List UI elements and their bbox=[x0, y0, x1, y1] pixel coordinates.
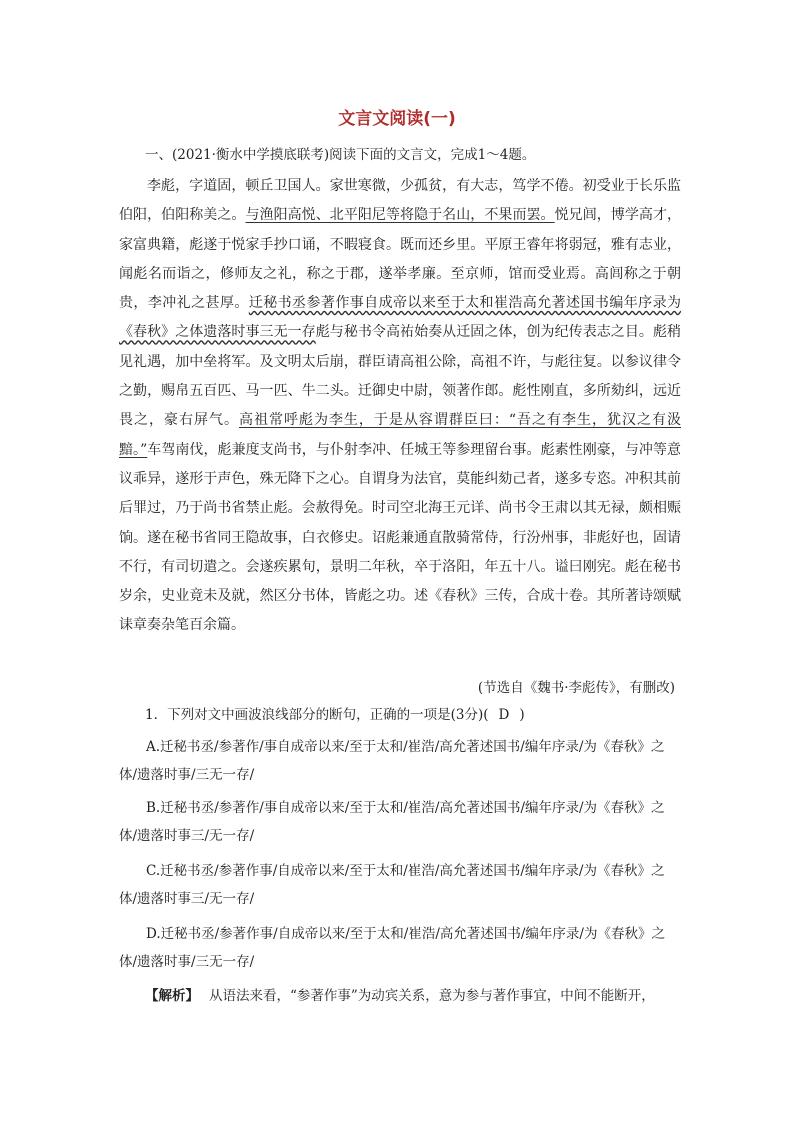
classical-passage bbox=[119, 172, 681, 641]
passage-text-3: 彪与秘书令高祐始奏从迁固之体，创为纪传表志之目。彪稍见礼遇，加中垒将军。及文明太后崩，群臣请高祖公除，高祖不许，与彪往复。以参议律令之勤，赐帛五百匹、马一匹、牛二头。迁御史中尉，领著作郎。彪性刚直，多所劾纠，远近畏之，豪右屏气。 bbox=[119, 324, 681, 429]
passage-text-4: 车驾南伐，彪兼度支尚书，与仆射李冲、任城王等参理留台事。彪素性刚豪，与冲等意议乖异，遂形于声色，殊无降下之心。自谓身为法官，莫能纠劾己者，遂多专恣。冲积其前后罪过，乃于尚书省禁止彪。会赦得免。时司空北海王元详、尚书令王肃以其无禄，颇相赈饷。遂在秘书省同王隐故事，白衣修史。诏彪兼通直散骑常侍，行汾州事，非彪好也，固请不行，有司切遣之。会遂疾累旬，景明二年秋，卒于洛阳，年五十八。谥曰刚宪。彪在秘书岁余，史业竟未及就，然区分书体，皆彪之功。述《春秋》三传，合成十卷。其所著诗颂赋诔章奏杂笔百余篇。 bbox=[119, 441, 681, 634]
option-a: A.迁秘书丞/参著作/事自成帝以来/至于太和/崔浩/高允著述国书/编年序录/为《春秋》之体/遗落时事/三无一存/ bbox=[119, 739, 665, 783]
question-1-text: 1．下列对文中画波浪线部分的断句，正确的一项是(3分)( bbox=[145, 707, 489, 723]
analysis-label: 【解析】 bbox=[145, 988, 199, 1004]
wavy-underlined-sentence: 迁秘书丞参著作事自成帝以来至于太和崔浩高允著述国书编年序录为《春秋》之体遗落时事三无一存 bbox=[119, 295, 682, 341]
analysis bbox=[145, 985, 690, 1007]
passage-text-1: 李彪，字道固，顿丘卫国人。家世寒微，少孤贫，有大志，笃学不倦。初受业于长乐监伯阳，伯阳称美之。 bbox=[119, 178, 681, 224]
option-b: B.迁秘书丞/参著作/事自成帝以来/至于太和/崔浩/高允著述国书/编年序录/为《春秋》之体/遗落时事三/无一存/ bbox=[119, 800, 665, 844]
passage-source: (节选自《魏书·李彪传》，有删改) bbox=[477, 680, 675, 696]
underlined-sentence-2: 高祖常呼彪为李生，于是从容谓群臣曰：“吾之有李生，犹汉之有汲黯。” bbox=[119, 412, 682, 458]
page-title: 文言文阅读(一) bbox=[338, 109, 456, 129]
section-intro: 一、(2021·衡水中学摸底联考)阅读下面的文言文，完成1～4题。 bbox=[145, 147, 536, 163]
passage-text-2: 悦兄闾，博学高才，家富典籍，彪遂于悦家手抄口诵，不暇寝食。既而还乡里。平原王睿年将弱冠，雅有志业，闻彪名而诣之，修师友之礼，称之于郡，遂举孝廉。至京师，馆而受业焉。高闾称之于朝贵，李冲礼之甚厚。 bbox=[119, 207, 682, 312]
option-d: D.迁秘书丞/参著作事/自成帝以来/至于太和/崔浩/高允著述国书/编年序录/为《春秋》之体/遗落时事/三无一存/ bbox=[119, 926, 665, 970]
underlined-sentence-1: 与渔阳高悦、北平阳尼等将隐于名山，不果而罢。 bbox=[245, 207, 555, 224]
analysis-text: 从语法来看，“参著作事”为动宾关系，意为参与著作事宜，中间不能断开， bbox=[209, 988, 655, 1004]
question-1-stem bbox=[145, 705, 685, 725]
option-c: C.迁秘书丞/参著作事/自成帝以来/至于太和/崔浩/高允著述国书/编年序录/为《春秋》之体/遗落时事三/无一存/ bbox=[119, 863, 665, 907]
question-1-close: ) bbox=[519, 707, 525, 723]
question-1-answer: D bbox=[498, 707, 510, 723]
